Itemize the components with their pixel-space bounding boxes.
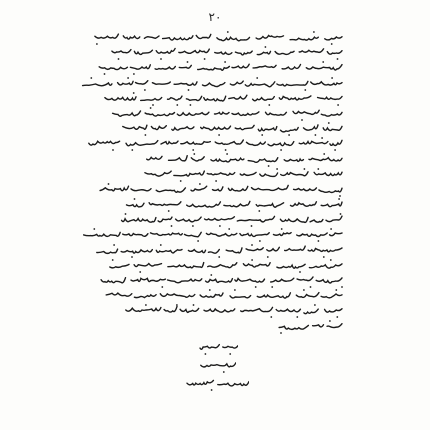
ink-stroke [200, 345, 238, 350]
diacritic-dot [317, 168, 319, 170]
ink-stroke [84, 233, 342, 238]
ink-stroke [101, 277, 342, 283]
diacritic-dot [303, 289, 305, 291]
diacritic-dot [108, 183, 110, 185]
handwritten-line [92, 288, 342, 303]
diacritic-dot [323, 153, 325, 155]
ink-stroke [99, 65, 342, 71]
handwritten-line-ink [117, 212, 342, 228]
diacritic-dot [331, 77, 333, 79]
handwritten-line [92, 152, 342, 167]
ink-stroke [83, 80, 342, 86]
handwritten-line [92, 76, 342, 91]
ink-stroke [127, 201, 343, 207]
manuscript-body [92, 30, 342, 334]
handwritten-line-ink [122, 121, 342, 137]
diacritic-dot [330, 229, 332, 231]
handwritten-line [92, 182, 342, 197]
ink-stroke [145, 171, 342, 176]
diacritic-dot [222, 371, 224, 373]
handwritten-line-ink [99, 136, 342, 152]
handwritten-line [92, 258, 342, 273]
diacritic-dot [93, 229, 95, 231]
ink-stroke [187, 380, 249, 386]
handwritten-line [92, 121, 342, 136]
ink-stroke [200, 363, 235, 367]
diacritic-dot [199, 183, 201, 185]
handwritten-line-ink [127, 197, 342, 213]
diacritic-dot [228, 229, 230, 231]
handwritten-line-ink [107, 243, 342, 259]
diacritic-dot [276, 168, 278, 170]
signature-line [168, 358, 258, 376]
diacritic-dot [265, 46, 267, 48]
diacritic-dot [281, 229, 283, 231]
handwritten-line-ink [92, 30, 342, 46]
handwritten-line-ink [112, 45, 342, 61]
diacritic-dot [321, 137, 323, 139]
diacritic-dot [329, 320, 331, 322]
handwritten-line [92, 227, 342, 242]
handwritten-line [92, 167, 342, 182]
handwritten-line [92, 273, 342, 288]
diacritic-dot [193, 304, 195, 306]
ink-stroke [105, 95, 342, 101]
ink-stroke [89, 140, 342, 146]
handwritten-line-ink [102, 182, 342, 198]
diacritic-dot [340, 213, 342, 215]
handwritten-line-ink [134, 167, 342, 183]
diacritic-dot [145, 304, 147, 306]
ink-stroke [95, 34, 342, 41]
handwritten-line-ink [142, 152, 342, 168]
diacritic-dot [176, 304, 178, 306]
ink-stroke [106, 293, 342, 298]
handwritten-line [92, 91, 342, 106]
handwritten-line-ink [97, 76, 342, 92]
handwritten-line-ink [147, 303, 342, 319]
handwritten-line [92, 60, 342, 75]
diacritic-dot [322, 61, 324, 63]
diacritic-dot [224, 61, 226, 63]
signature-line-ink [177, 376, 249, 392]
diacritic-dot [229, 353, 231, 355]
diacritic-dot [133, 92, 135, 94]
handwritten-line-ink [109, 273, 342, 289]
ink-stroke [123, 125, 342, 132]
ink-stroke [279, 323, 342, 329]
handwritten-line-ink [102, 60, 342, 76]
diacritic-dot [112, 259, 114, 261]
handwritten-line [92, 197, 342, 212]
ink-stroke [147, 155, 342, 162]
ink-stroke [122, 216, 342, 222]
diacritic-dot [328, 122, 330, 124]
diacritic-dot [227, 31, 229, 33]
diacritic-dot [256, 77, 258, 79]
ink-stroke [112, 49, 342, 55]
handwritten-line [92, 136, 342, 151]
diacritic-dot [134, 198, 136, 200]
handwritten-line [92, 30, 342, 45]
page-number: ۲۰ [208, 10, 222, 24]
diacritic-dot [211, 389, 213, 391]
diacritic-dot [251, 244, 253, 246]
diacritic-dot [280, 332, 282, 334]
diacritic-dot [226, 153, 228, 155]
diacritic-dot [205, 353, 207, 355]
signature-line-ink [191, 358, 236, 374]
diacritic-dot [335, 289, 337, 291]
ink-stroke [97, 246, 342, 253]
handwritten-line-ink [117, 91, 342, 107]
handwritten-line [92, 303, 342, 318]
handwritten-line-ink [124, 288, 342, 304]
handwritten-line-ink [112, 227, 342, 243]
diacritic-dot [251, 259, 253, 261]
diacritic-dot [160, 244, 162, 246]
diacritic-dot [90, 77, 92, 79]
ink-stroke [100, 185, 342, 192]
diacritic-dot [338, 198, 340, 200]
diacritic-dot [113, 244, 115, 246]
diacritic-dot [187, 61, 189, 63]
handwritten-line-ink [104, 106, 342, 122]
handwritten-line [92, 212, 342, 227]
diacritic-dot [330, 259, 332, 261]
diacritic-dot [304, 168, 306, 170]
ink-stroke [113, 110, 342, 116]
handwritten-line [92, 319, 342, 334]
diacritic-dot [125, 213, 127, 215]
ink-stroke [110, 262, 342, 268]
handwritten-line [92, 45, 342, 60]
signature-line-ink [188, 340, 238, 356]
diacritic-dot [127, 77, 129, 79]
handwritten-line-ink [287, 319, 342, 335]
diacritic-dot [150, 107, 152, 109]
handwritten-line-ink [104, 258, 342, 274]
ink-stroke [126, 307, 342, 314]
handwritten-line [92, 106, 342, 121]
diacritic-dot [210, 274, 212, 276]
signature-line [168, 376, 258, 394]
diacritic-dot [313, 31, 315, 33]
handwritten-line [92, 243, 342, 258]
signature-block [168, 340, 258, 400]
diacritic-dot [209, 289, 211, 291]
diacritic-dot [314, 304, 316, 306]
diacritic-dot [234, 289, 236, 291]
diacritic-dot [193, 153, 195, 155]
signature-line [168, 340, 258, 358]
